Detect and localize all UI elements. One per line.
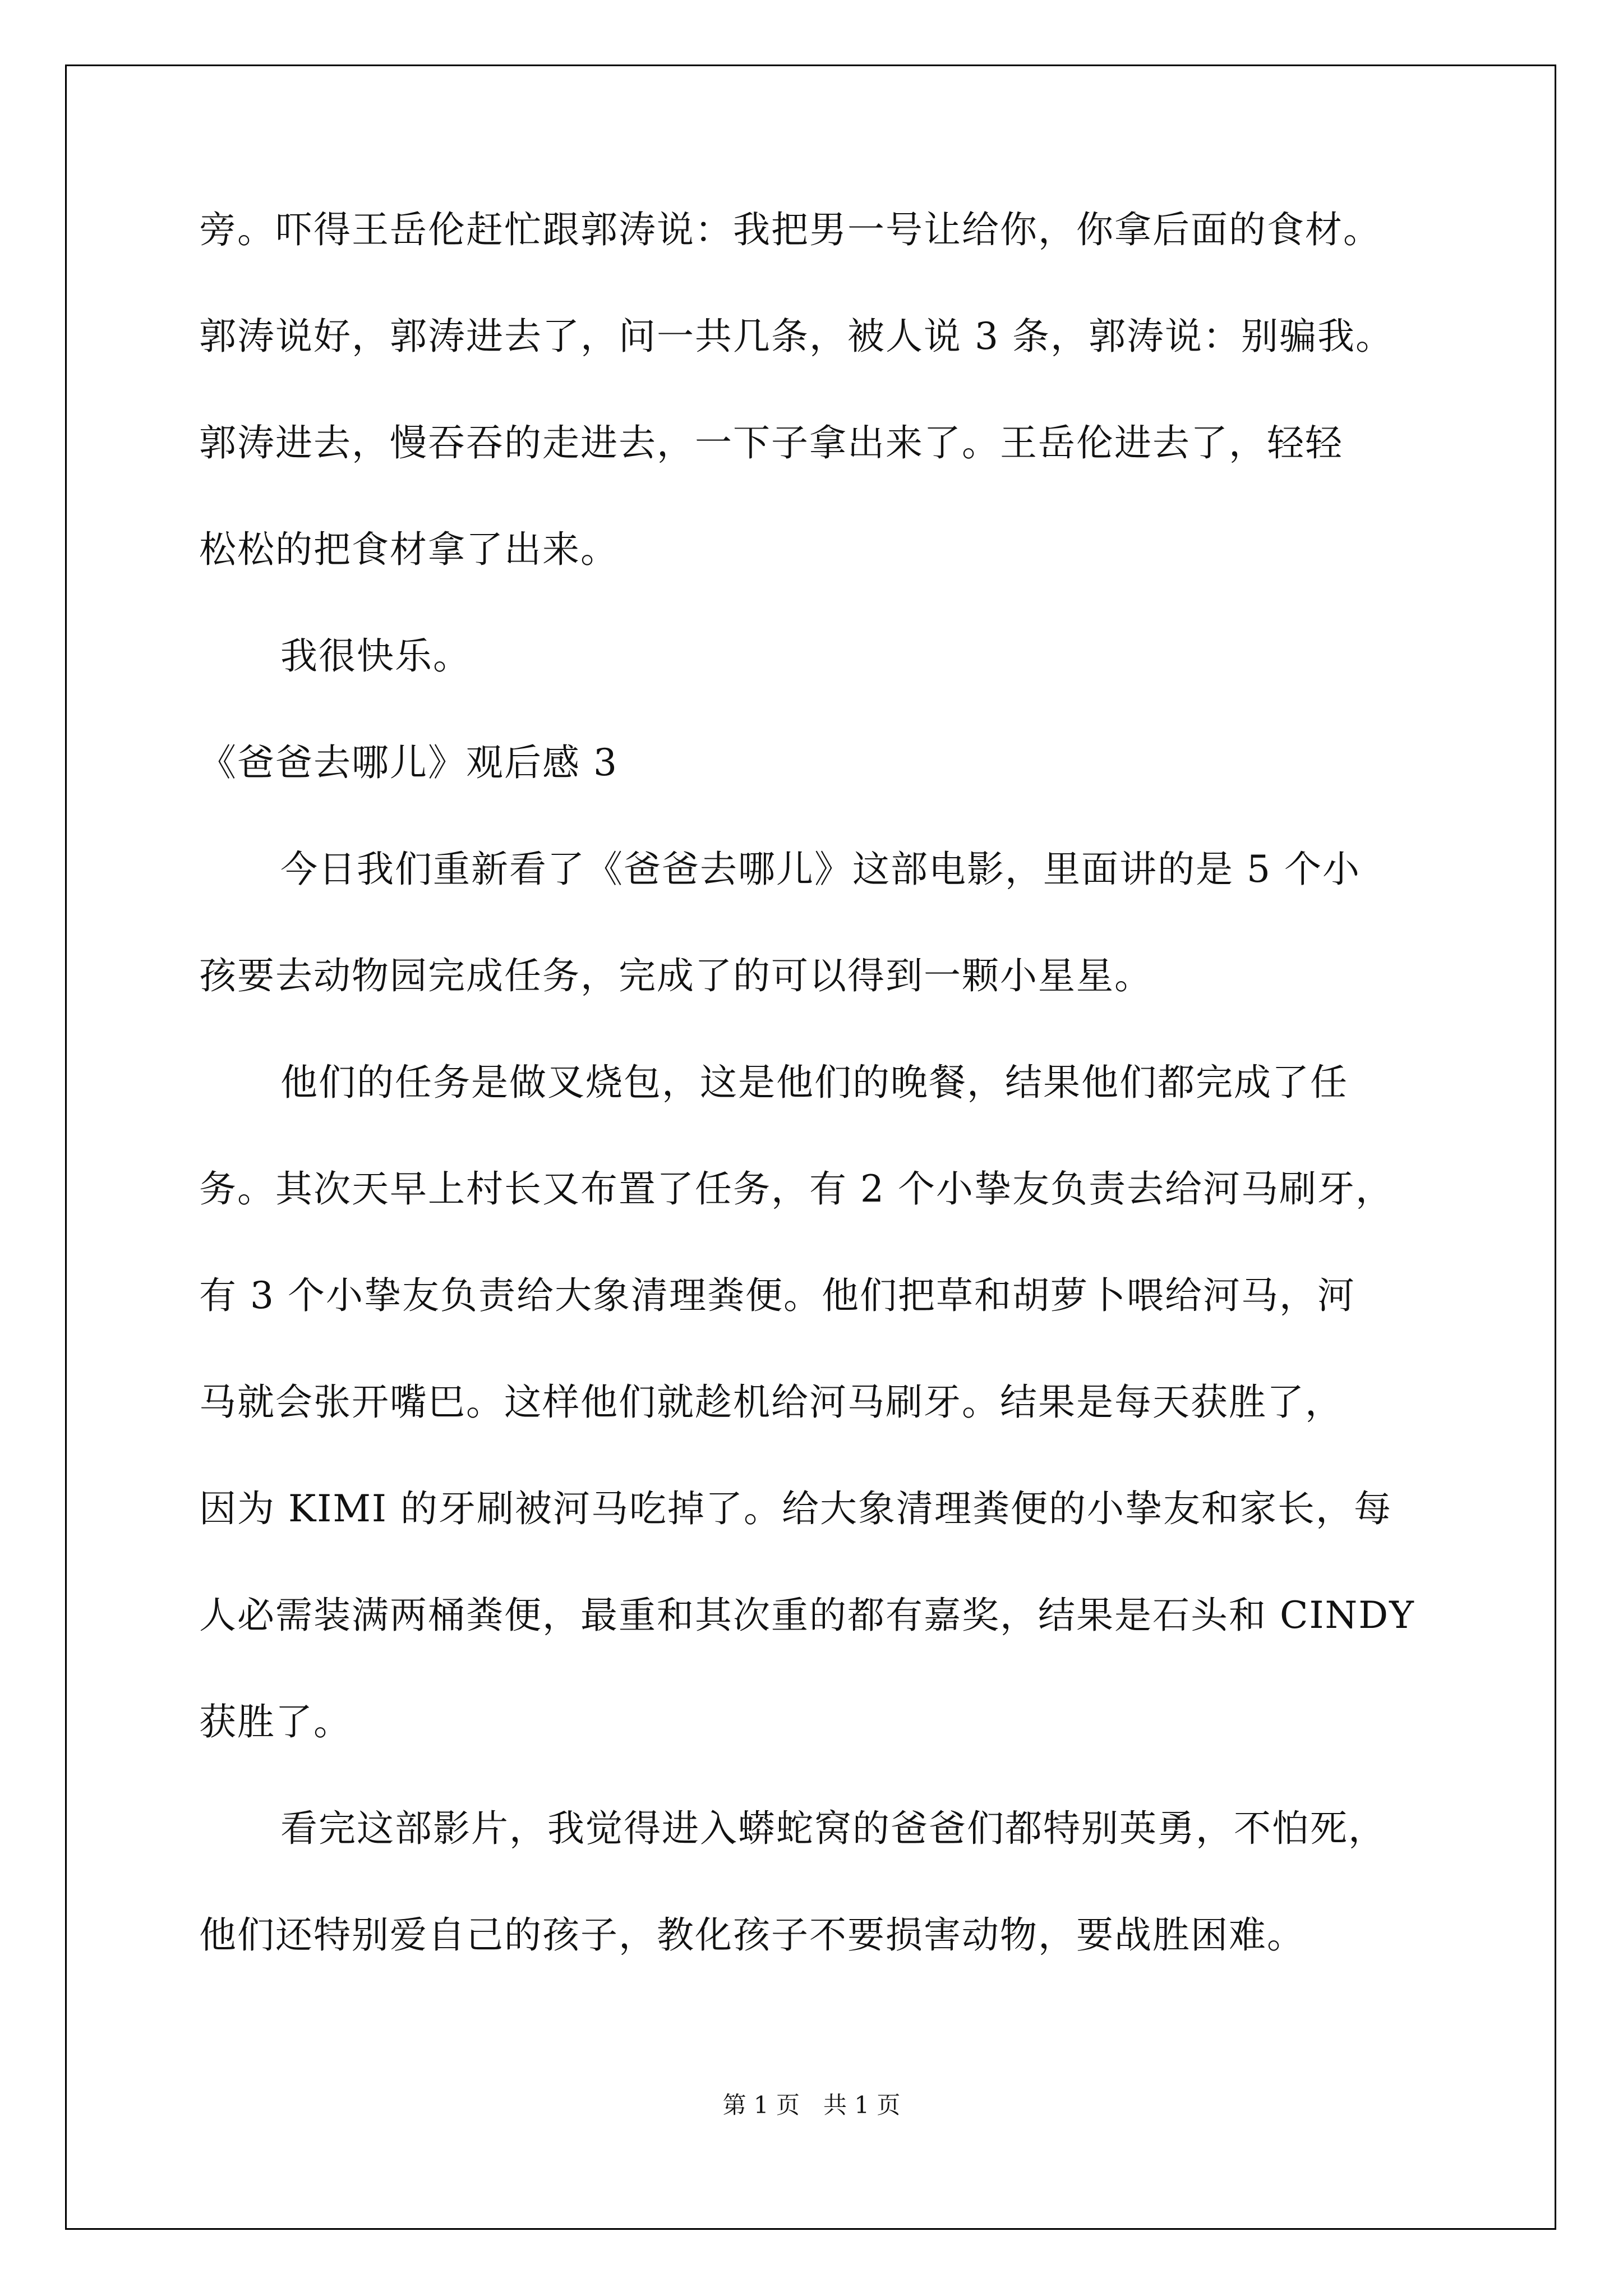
text-line: 今日我们重新看了《爸爸去哪儿》这部电影，里面讲的是 5 个小 — [280, 848, 1361, 891]
text-line: 因为 KIMI 的牙刷被河马吃掉了。给大象清理粪便的小挚友和家长，每 — [199, 1487, 1392, 1530]
text-line: 郭涛说好，郭涛进去了，问一共几条，被人说 3 条，郭涛说：别骗我。 — [199, 315, 1394, 358]
section-heading: 《爸爸去哪儿》观后感 3 — [199, 741, 618, 784]
text-line: 马就会张开嘴巴。这样他们就趁机给河马刷牙。结果是每天获胜了， — [199, 1381, 1343, 1424]
text-line: 他们还特别爱自己的孩子，教化孩子不要损害动物，要战胜困难。 — [199, 1913, 1305, 1957]
text-line: 看完这部影片，我觉得进入蟒蛇窝的爸爸们都特别英勇，不怕死， — [280, 1807, 1386, 1850]
text-line: 我很快乐。 — [280, 634, 471, 678]
text-line: 旁。吓得王岳伦赶忙跟郭涛说：我把男一号让给你，你拿后面的食材。 — [199, 208, 1381, 251]
text-line: 务。其次天早上村长又布置了任务，有 2 个小挚友负责去给河马刷牙， — [199, 1167, 1394, 1211]
text-line: 孩要去动物园完成任务，完成了的可以得到一颗小星星。 — [199, 954, 1152, 997]
page-number: 第 1 页 共 1 页 — [722, 2091, 901, 2119]
text-line: 郭涛进去，慢吞吞的走进去，一下子拿出来了。王岳伦进去了，轻轻 — [199, 421, 1343, 464]
text-line: 获胜了。 — [199, 1700, 352, 1743]
text-line: 有 3 个小挚友负责给大象清理粪便。他们把草和胡萝卜喂给河马，河 — [199, 1274, 1355, 1317]
text-line: 松松的把食材拿了出来。 — [199, 528, 619, 571]
text-line: 人必需装满两桶粪便，最重和其次重的都有嘉奖，结果是石头和 CINDY — [199, 1594, 1415, 1637]
page-border — [65, 65, 1556, 2230]
text-line: 他们的任务是做叉烧包，这是他们的晚餐，结果他们都完成了任 — [280, 1061, 1348, 1104]
